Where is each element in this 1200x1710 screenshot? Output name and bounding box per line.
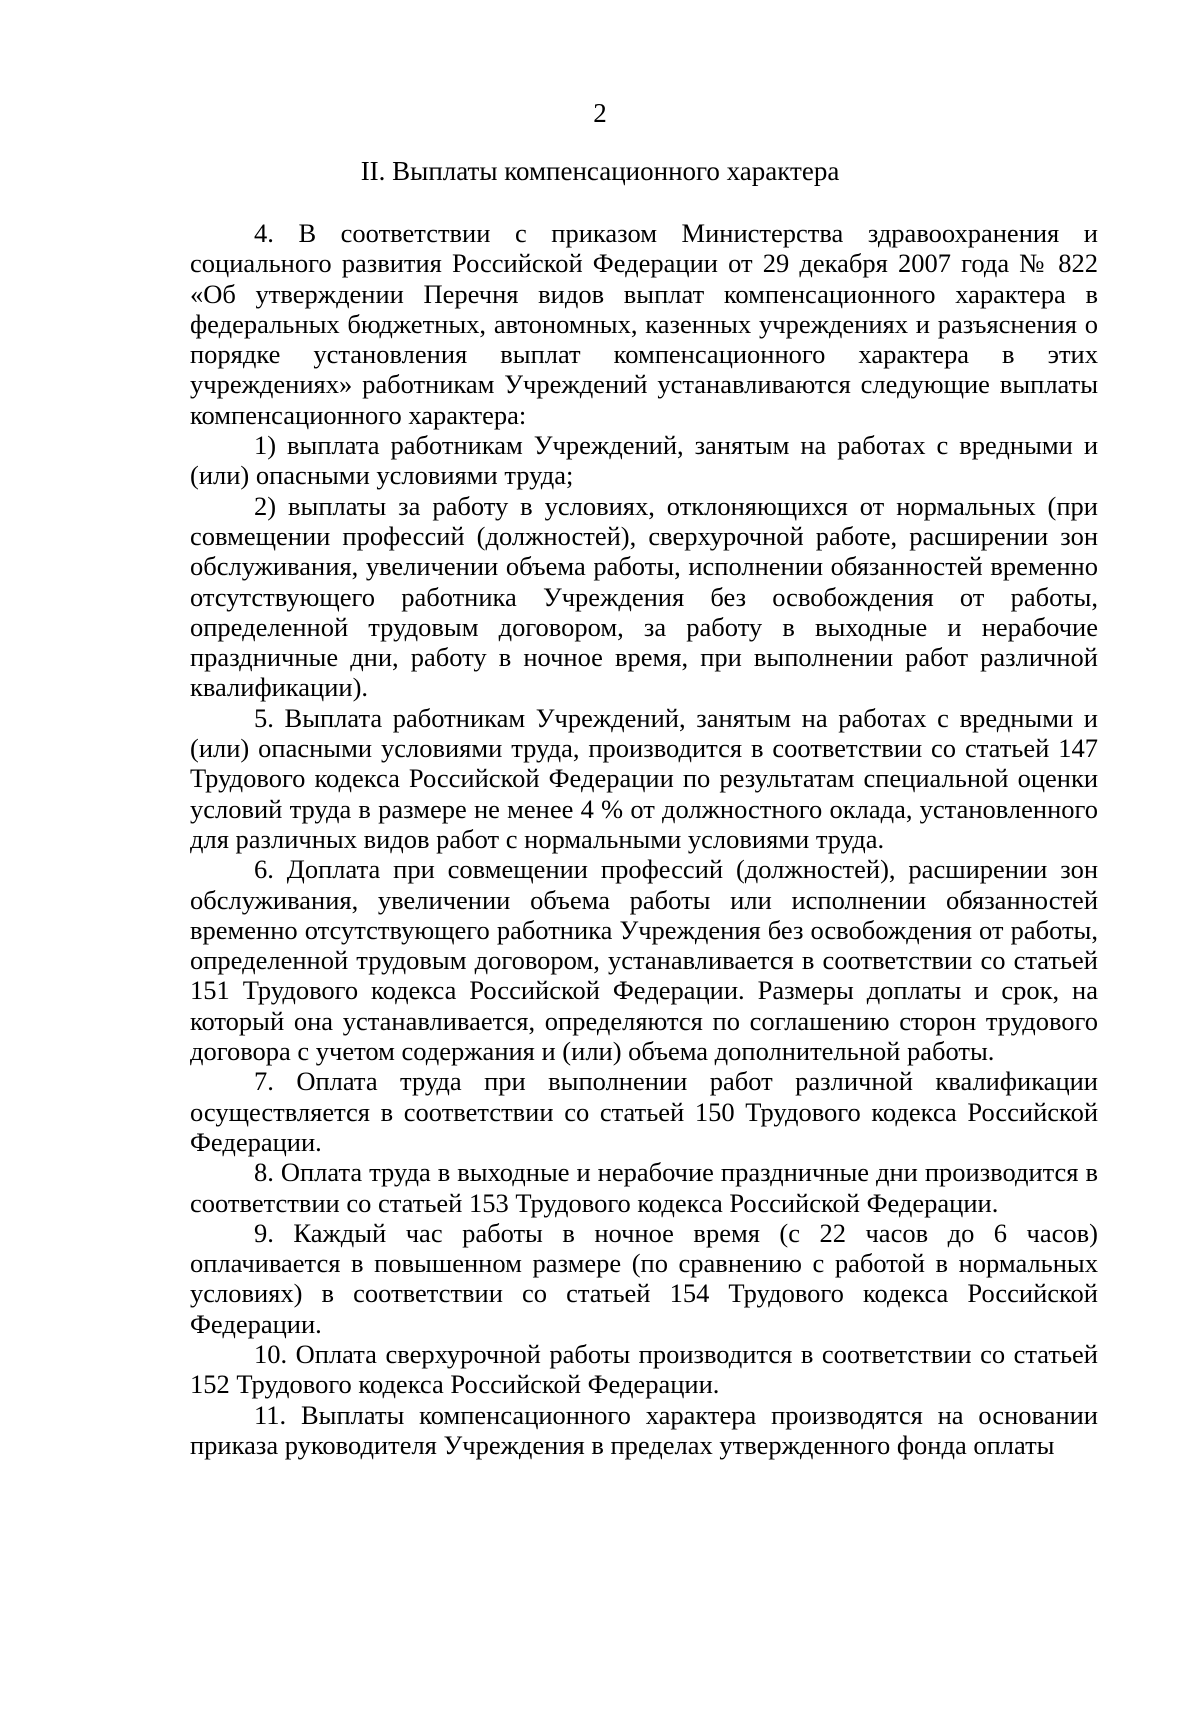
paragraph-7: 7. Оплата труда при выполнении работ различной квалификации осуществляется в соответствии со статьей 150 Трудового кодекса Российской Федерации.	[190, 1066, 1098, 1157]
paragraph-10: 10. Оплата сверхурочной работы производится в соответствии со статьей 152 Трудового кодекса Российской Федерации.	[190, 1338, 1098, 1400]
page-number: 2	[593, 98, 607, 128]
paragraph-6: 6. Доплата при совмещении профессий (должностей), расширении зон обслуживания, увеличении объема работы или исполнении обязанностей временно отсутствующего работника Учреждения без освобождения от работы, определенной трудовым договором, устанавливается в соответствии со статьей 151 Трудового кодекса Российской Федерации. Размеры доплаты и срок, на который она устанавливается, определяются по соглашению сторон трудового договора с учетом содержания и (или) объема дополнительной работы.	[190, 854, 1098, 1067]
paragraph-8: 8. Оплата труда в выходные и нерабочие праздничные дни производится в соответствии со статьей 153 Трудового кодекса Российской Федерации.	[190, 1157, 1098, 1218]
paragraph-4-item-2: 2) выплаты за работу в условиях, отклоняющихся от нормальных (при совмещении профессий (должностей), сверхурочной работе, расширении зон обслуживания, увеличении объема работы, исполнении обязанностей временно отсутствующего работника Учреждения без освобождения от работы, определенной трудовым договором, за работу в выходные и нерабочие праздничные дни, работу в ночное время, при выполнении работ различной квалификации).	[190, 490, 1098, 703]
document-body	[190, 218, 1098, 1460]
paragraph-4-item-1: 1) выплата работникам Учреждений, занятым на работах с вредными и (или) опасными условиями труда;	[190, 430, 1098, 491]
paragraph-11: 11. Выплаты компенсационного характера производятся на основании приказа руководителя Учреждения в пределах утвержденного фонда оплаты	[190, 1399, 1098, 1460]
paragraph-9: 9. Каждый час работы в ночное время (с 22 часов до 6 часов) оплачивается в повышенном размере (по сравнению с работой в нормальных условиях) в соответствии со статьей 154 Трудового кодекса Российской Федерации.	[190, 1217, 1098, 1339]
section-title: II. Выплаты компенсационного характера	[360, 156, 840, 186]
paragraph-4: 4. В соответствии с приказом Министерства здравоохранения и социального развития Российской Федерации от 29 декабря 2007 года № 822 «Об утверждении Перечня видов выплат компенсационного характера в федеральных бюджетных, автономных, казенных учреждениях и разъяснения о порядке установления выплат компенсационного характера в этих учреждениях» работникам Учреждений устанавливаются следующие выплаты компенсационного характера:	[190, 218, 1098, 430]
paragraph-5: 5. Выплата работникам Учреждений, занятым на работах с вредными и (или) опасными условиями труда, производится в соответствии со статьей 147 Трудового кодекса Российской Федерации по результатам специальной оценки условий труда в размере не менее 4 % от должностного оклада, установленного для различных видов работ с нормальными условиями труда.	[190, 702, 1098, 854]
